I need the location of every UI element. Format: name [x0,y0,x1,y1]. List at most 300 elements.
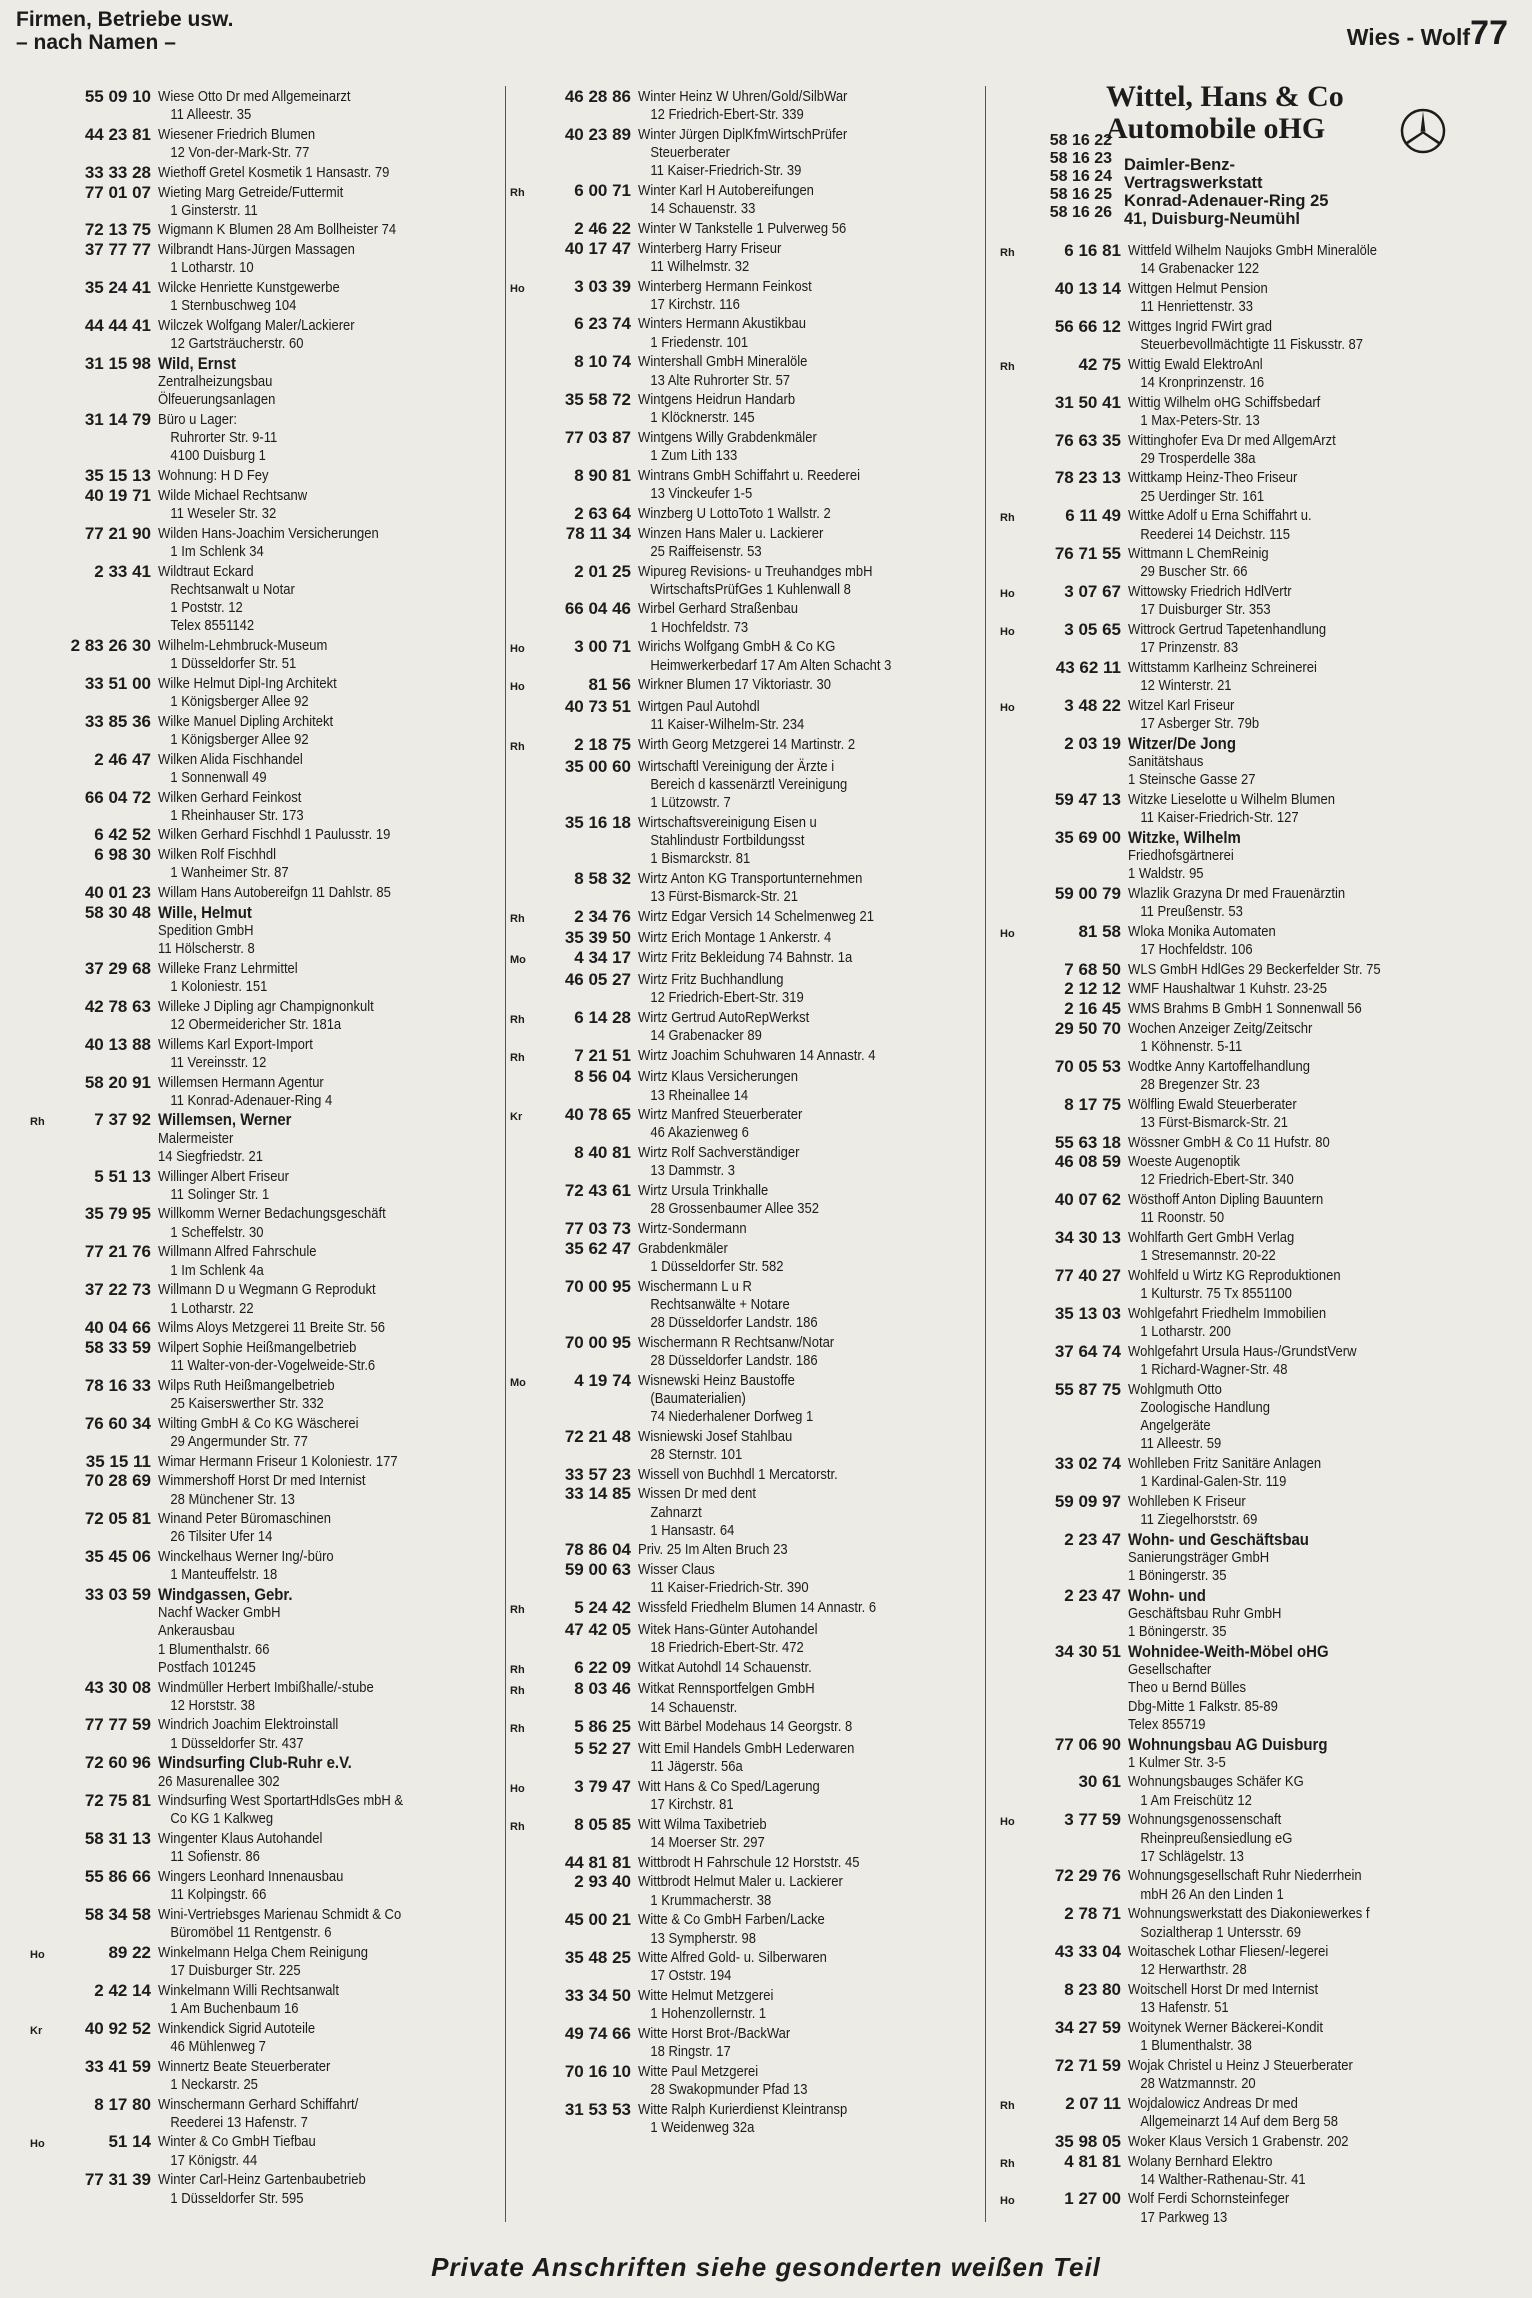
entry-text [1121,2019,1455,2055]
phone-number: 70 00 95 [564,1276,631,1296]
phone-number: 4 34 17 [574,948,631,968]
directory-entry [30,1906,500,1942]
phone-number: 43 30 08 [84,1677,151,1697]
entry-detail: 11 Kaiser-Wilhelm-Str. 234 [650,717,805,734]
district-prefix [30,1243,48,1279]
entry-name: Wirtz Fritz Bekleidung 74 Bahnstr. 1a [638,950,853,967]
phone-number: 72 13 75 [84,220,151,240]
district-prefix [1000,1134,1018,1152]
entry-name: Wohlleben Fritz Sanitäre Anlagen [1128,1456,1322,1472]
entry-text [151,1982,458,2018]
district-prefix: Ho [510,643,525,656]
district-prefix [1000,432,1018,468]
entry-text [631,1372,938,1427]
directory-entry [1000,469,1500,505]
entry-detail: 1 Blumenthalstr. 38 [1140,2038,1252,2055]
entry-detail: 28 Watzmannstr. 20 [1140,2076,1256,2093]
phone-number: 8 05 85 [574,1814,631,1834]
entry-text [1121,791,1455,827]
entry-detail: 13 Hafenstr. 51 [1140,2000,1229,2017]
entry-text [631,1466,938,1484]
entry-detail: Zahnarzt [650,1504,702,1521]
directory-entry [30,1510,500,1546]
directory-entry [1000,545,1500,581]
phone-number: 77 31 39 [84,2170,151,2190]
directory-entry [30,2171,500,2207]
district-prefix [510,353,528,389]
phone-number: 72 75 81 [84,1791,151,1811]
directory-entry [510,1068,980,1104]
phone-number: 77 40 27 [1054,1265,1121,1285]
entry-name: Wissfeld Friedhelm Blumen 14 Annastr. 6 [638,1600,877,1617]
entry-text [1121,1905,1455,1941]
directory-entry [30,563,500,636]
entry-name: Witte Helmut Metzgerei [638,1988,774,2005]
district-prefix [30,317,48,353]
entry-name: Wlazlik Grazyna Dr med Frauenärztin [1128,885,1346,902]
phone-number: 59 00 79 [1054,883,1121,903]
district-prefix [30,904,48,959]
entry-text [631,1987,938,2023]
entry-detail: Zoologische Handlung [1140,1399,1270,1416]
entry-name: Witkat Autohdl 14 Schauenstr. [638,1659,812,1676]
entry-name: Willmann D u Wegmann G Reprodukt [158,1282,376,1299]
entry-detail: 1 Lützowstr. 7 [650,795,731,812]
directory-entry [30,221,500,239]
district-prefix [510,814,528,869]
district-prefix [30,467,48,485]
entry-text [1121,697,1455,733]
entry-text [151,221,458,239]
district-prefix: Rh [510,187,525,200]
district-prefix [510,971,528,1007]
district-prefix: Ho [510,681,525,694]
entry-name: Wirtz Edgar Versich 14 Schelmenweg 21 [638,908,874,925]
directory-entry [510,1740,980,1776]
district-prefix [510,240,528,276]
district-prefix [30,675,48,711]
directory-entry [510,353,980,389]
district-prefix [510,1278,528,1333]
page-number: 77 [1470,14,1508,52]
directory-entry [510,1659,980,1679]
phone-number: 37 64 74 [1054,1341,1121,1361]
district-prefix [30,1339,48,1375]
entry-name: Witt Hans & Co Sped/Lagerung [638,1778,820,1795]
entry-detail: Rechtsanwälte + Notare [650,1296,790,1313]
phone-number: 66 04 72 [84,787,151,807]
phone-number: 72 21 48 [564,1426,631,1446]
entry-text [1121,469,1455,505]
phone-number: 37 29 68 [84,958,151,978]
phone-number: 33 14 85 [564,1484,631,1504]
entry-text [631,2101,938,2137]
district-prefix [1000,1020,1018,1056]
entry-detail: 1 Koloniestr. 151 [170,979,268,996]
district-prefix [1000,1736,1018,1772]
directory-entry [1000,1493,1500,1529]
entry-text [1121,1867,1455,1903]
directory-entry [510,1561,980,1597]
phone-number: 33 41 59 [84,2056,151,2076]
district-prefix [1000,1381,1018,1454]
directory-entry [1000,1943,1500,1979]
phone-number: 2 12 12 [1064,979,1121,999]
entry-text [1121,507,1455,543]
entry-text [631,1541,938,1559]
entry-text [151,1830,458,1866]
entry-text [1121,1736,1455,1772]
entry-text [151,904,458,959]
entry-name: Wissen Dr med dent [638,1486,757,1503]
district-prefix [510,1466,528,1484]
directory-entry [1000,2133,1500,2151]
entry-name: Wilde Michael Rechtsanw [158,487,308,504]
district-prefix [30,355,48,410]
entry-text [151,826,458,844]
entry-detail: 14 Siegfriedstr. 21 [158,1148,264,1165]
entry-detail: 14 Grabenacker 89 [650,1027,762,1044]
ad-phone: 58 16 24 [1049,168,1112,185]
entry-name: Woker Klaus Versich 1 Grabenstr. 202 [1128,2133,1349,2150]
phone-number: 58 20 91 [84,1072,151,1092]
phone-number: 40 19 71 [84,485,151,505]
entry-text [631,676,938,696]
entry-text [631,1599,938,1619]
entry-detail: Steuerbevollmächtigte 11 Fiskusstr. 87 [1140,337,1364,354]
entry-name: Windsurfing Club-Ruhr e.V. [158,1753,352,1773]
phone-number: 46 08 59 [1054,1152,1121,1172]
entry-detail: 12 Von-der-Mark-Str. 77 [170,145,310,162]
entry-detail: 1 Düsseldorfer Str. 595 [170,2190,304,2207]
district-prefix [510,467,528,503]
entry-name: Wilken Gerhard Feinkost [158,789,302,806]
entry-detail: 1 Wanheimer Str. 87 [170,865,289,882]
entry-detail: 13 Dammstr. 3 [650,1163,736,1180]
district-prefix [30,1868,48,1904]
entry-text [1121,1153,1455,1189]
phone-number: 34 30 13 [1054,1228,1121,1248]
phone-number: 43 33 04 [1054,1942,1121,1962]
phone-number: 40 01 23 [84,883,151,903]
directory-entry [30,525,500,561]
entry-text [151,1944,458,1980]
directory-entry [1000,1587,1500,1642]
entry-text [151,1281,458,1317]
entry-name: Wirtz Erich Montage 1 Ankerstr. 4 [638,930,832,947]
entry-text [1121,2190,1455,2226]
section-heading-line2: – nach Namen – [16,31,176,54]
directory-entry [1000,697,1500,733]
entry-text [631,1949,938,1985]
district-prefix [510,429,528,465]
district-prefix [30,637,48,673]
district-prefix [1000,469,1018,505]
entry-detail: 12 Horststr. 38 [170,1697,256,1714]
entry-text [1121,735,1455,790]
entry-name: Wilke Manuel Dipling Architekt [158,713,334,730]
entry-text [1121,1343,1455,1379]
entry-name: Wittgen Helmut Pension [1128,280,1268,297]
directory-entry [30,998,500,1034]
section-heading [16,8,233,54]
entry-name: Wojdalowicz Andreas Dr med [1128,2095,1298,2112]
district-prefix [30,1754,48,1790]
directory-entry [510,929,980,947]
entry-name: Wingers Leonhard Innenausbau [158,1869,344,1886]
entry-text [1121,2057,1455,2093]
entry-detail: 11 Kolpingstr. 66 [170,1887,267,1904]
phone-number: 2 01 25 [574,561,631,581]
district-prefix [1000,1455,1018,1491]
entry-text [631,1068,938,1104]
entry-detail: Büromöbel 11 Rentgenstr. 6 [170,1925,332,1942]
entry-text [1121,1643,1455,1734]
phone-number: 33 33 28 [84,162,151,182]
entry-detail: 1 Poststr. 12 [170,599,243,616]
entry-text [151,2096,458,2132]
entry-name: Wohnungsgenossenschaft [1128,1812,1282,1829]
entry-detail: Dbg-Mitte 1 Falkstr. 85-89 [1128,1698,1278,1715]
entry-text [151,1548,458,1584]
entry-text [151,713,458,749]
district-prefix [1000,829,1018,884]
entry-name: Wiethoff Gretel Kosmetik 1 Hansastr. 79 [158,164,390,181]
entry-text [631,1485,938,1540]
entry-detail: 18 Ringstr. 17 [650,2044,731,2061]
entry-name: Wirichs Wolfgang GmbH & Co KG [638,639,836,656]
district-prefix: Rh [510,1723,525,1736]
entry-name: Wolf Ferdi Schornsteinfeger [1128,2191,1290,2208]
entry-text [151,2058,458,2094]
phone-number: 58 34 58 [84,1905,151,1924]
phone-number: 34 30 51 [1054,1642,1121,1662]
entry-name: Wochen Anzeiger Zeitg/Zeitschr [1128,1020,1313,1037]
phone-number: 2 23 47 [1064,1529,1121,1549]
phone-number: 6 42 52 [94,825,151,845]
district-prefix [510,1240,528,1276]
entry-name: Wintershall GmbH Mineralöle [638,354,808,371]
entry-name: Wirtz Klaus Versicherungen [638,1069,798,1086]
entry-text [1121,1305,1455,1341]
district-prefix: Ho [1000,626,1015,639]
phone-number: 31 50 41 [1054,392,1121,412]
district-prefix: Ho [1000,701,1015,714]
entry-text [151,1074,458,1110]
entry-name: WLS GmbH HdlGes 29 Beckerfelder Str. 75 [1128,961,1381,978]
phone-number: 6 14 28 [574,1007,631,1027]
entry-detail: 12 Gartsträucherstr. 60 [170,336,304,353]
entry-detail: 11 Vereinsstr. 12 [170,1054,267,1071]
ad-phone-list [1020,132,1112,222]
district-prefix [30,1036,48,1072]
entry-name: Witte Horst Brot-/BackWar [638,2026,791,2043]
entry-name: Witzke, Wilhelm [1128,827,1241,847]
district-prefix [30,88,48,124]
entry-name: Winter W Tankstelle 1 Pulverweg 56 [638,220,847,237]
entry-name: Wohn- und Geschäftsbau [1128,1529,1309,1549]
directory-entry [1000,1531,1500,1586]
entry-text [1121,1587,1455,1642]
footer-note: Private Anschriften siehe gesonderten weißen Teil [431,2252,1101,2282]
entry-detail: 11 Preußenstr. 53 [1140,904,1243,921]
directory-entry [1000,1643,1500,1734]
entry-name: Wohnungsbauges Schäfer KG [1128,1774,1304,1791]
district-prefix [30,2171,48,2207]
entry-text [631,2025,938,2061]
district-prefix [30,713,48,749]
entry-detail: 1 Sonnenwall 49 [170,769,267,786]
directory-entry [30,467,500,485]
entry-text [631,929,938,947]
entry-name: Winnertz Beate Steuerberater [158,2058,331,2075]
phone-number: 35 00 60 [564,756,631,776]
directory-entry [510,1599,980,1619]
phone-number: 42 75 [1078,354,1121,374]
directory-entry [510,1541,980,1559]
phone-number: 8 58 32 [574,868,631,888]
entry-detail: 11 Alleestr. 59 [1140,1436,1222,1453]
directory-entry [510,1372,980,1427]
entry-text [1121,583,1455,619]
phone-number: 2 46 22 [574,218,631,238]
entry-detail: 1 Rheinhauser Str. 173 [170,807,304,824]
directory-entry [1000,829,1500,884]
entry-text [631,1240,938,1276]
directory-entry [1000,2019,1500,2055]
phone-number: 35 79 95 [84,1204,151,1224]
entry-text [1121,1773,1455,1809]
directory-entry [1000,2190,1500,2226]
entry-name: Wittges Ingrid FWirt grad [1128,318,1273,335]
entry-name: Wölfling Ewald Steuerberater [1128,1096,1297,1113]
district-prefix [510,1068,528,1104]
phone-number: 33 03 59 [84,1585,151,1605]
district-prefix [30,1074,48,1110]
phone-number: 72 43 61 [564,1181,631,1201]
entry-detail: 1 Hohenzollernstr. 1 [650,2006,767,2023]
entry-text [151,675,458,711]
directory-entry [1000,1058,1500,1094]
entry-name: Wiese Otto Dr med Allgemeinarzt [158,89,351,105]
phone-number: 3 07 67 [1064,582,1121,602]
entry-text [1121,1455,1455,1491]
entry-text [631,467,938,503]
mercedes-star-icon [1400,108,1446,154]
entry-text [631,1047,938,1067]
directory-entry [1000,2057,1500,2093]
directory-entry [1000,1343,1500,1379]
phone-number: 2 46 47 [94,749,151,769]
entry-name: Witzer/De Jong [1128,733,1236,753]
entry-text [631,429,938,465]
entry-text [631,1182,938,1218]
district-prefix [30,1548,48,1584]
district-prefix [30,1168,48,1204]
district-prefix [30,789,48,825]
entry-text [151,1111,458,1166]
district-prefix [30,1205,48,1241]
entry-text [151,1716,458,1752]
phone-number: 3 03 39 [574,276,631,296]
directory-entry [510,1009,980,1045]
entry-name: Wild, Ernst [158,353,237,373]
entry-detail: 1 Im Schlenk 34 [170,543,264,560]
district-prefix [1000,1343,1018,1379]
phone-number: 8 10 74 [574,352,631,372]
entry-text [1121,1531,1455,1586]
entry-name: Witte Paul Metzgerei [638,2063,759,2080]
phone-number: 2 33 41 [94,561,151,581]
phone-number: 6 16 81 [1064,241,1121,260]
entry-name: Wigmann K Blumen 28 Am Bollheister 74 [158,222,397,239]
district-prefix [510,1621,528,1657]
ad-line: Konrad-Adenauer-Ring 25 [1124,192,1329,210]
directory-entry [510,638,980,674]
entry-text [151,1168,458,1204]
entry-text [1121,356,1455,392]
entry-detail: 12 Friedrich-Ebert-Str. 319 [650,990,804,1007]
entry-name: Wössner GmbH & Co 11 Hufstr. 80 [1128,1134,1330,1151]
district-prefix [1000,2019,1018,2055]
phone-number: 78 16 33 [84,1375,151,1395]
entry-name: Wimar Hermann Friseur 1 Koloniestr. 177 [158,1453,398,1470]
entry-name: Willems Karl Export-Import [158,1036,313,1053]
district-prefix: Rh [510,1604,525,1617]
directory-entry [1000,791,1500,827]
entry-name: Wittig Wilhelm oHG Schiffsbedarf [1128,394,1321,411]
entry-text [1121,242,1455,278]
directory-entry [510,908,980,928]
entry-text [1121,1267,1455,1303]
entry-name: Wilken Alida Fischhandel [158,751,303,768]
phone-number: 3 48 22 [1064,695,1121,715]
entry-text [1121,961,1455,979]
entry-text [151,1510,458,1546]
district-prefix [1000,545,1018,581]
phone-number: 35 15 13 [84,466,151,486]
directory-entry [1000,2095,1500,2131]
directory-entry [1000,1096,1500,1132]
entry-detail: 11 Ziegelhorststr. 69 [1140,1512,1258,1529]
district-prefix [510,88,528,124]
entry-text [151,637,458,673]
entry-detail: Theo u Bernd Bülles [1128,1680,1247,1697]
district-prefix [1000,1000,1018,1018]
entry-text [631,240,938,276]
entry-text [1121,1229,1455,1265]
entry-name: Wisser Claus [638,1562,715,1579]
phone-number: 35 39 50 [564,928,631,948]
directory-entry [30,884,500,902]
directory-entry [30,355,500,410]
entry-name: Wisniewski Josef Stahlbau [638,1428,793,1445]
entry-detail: 14 Schauenstr. 33 [650,201,756,218]
entry-name: Winterberg Hermann Feinkost [638,278,812,295]
phone-number: 7 21 51 [574,1045,631,1065]
directory-entry [510,467,980,503]
entry-name: Wilken Gerhard Fischhdl 1 Paulusstr. 19 [158,827,391,844]
entry-name: Windgassen, Gebr. [158,1585,293,1605]
phone-number: 6 22 09 [574,1657,631,1677]
district-prefix [1000,1191,1018,1227]
phone-number: 89 22 [108,1942,151,1962]
directory-entry [510,1778,980,1814]
phone-number: 29 50 70 [1054,1018,1121,1038]
entry-text [151,789,458,825]
entry-name: Wimmershoff Horst Dr med Internist [158,1473,366,1490]
entry-detail: Sozialtherap 1 Untersstr. 69 [1140,1924,1302,1941]
